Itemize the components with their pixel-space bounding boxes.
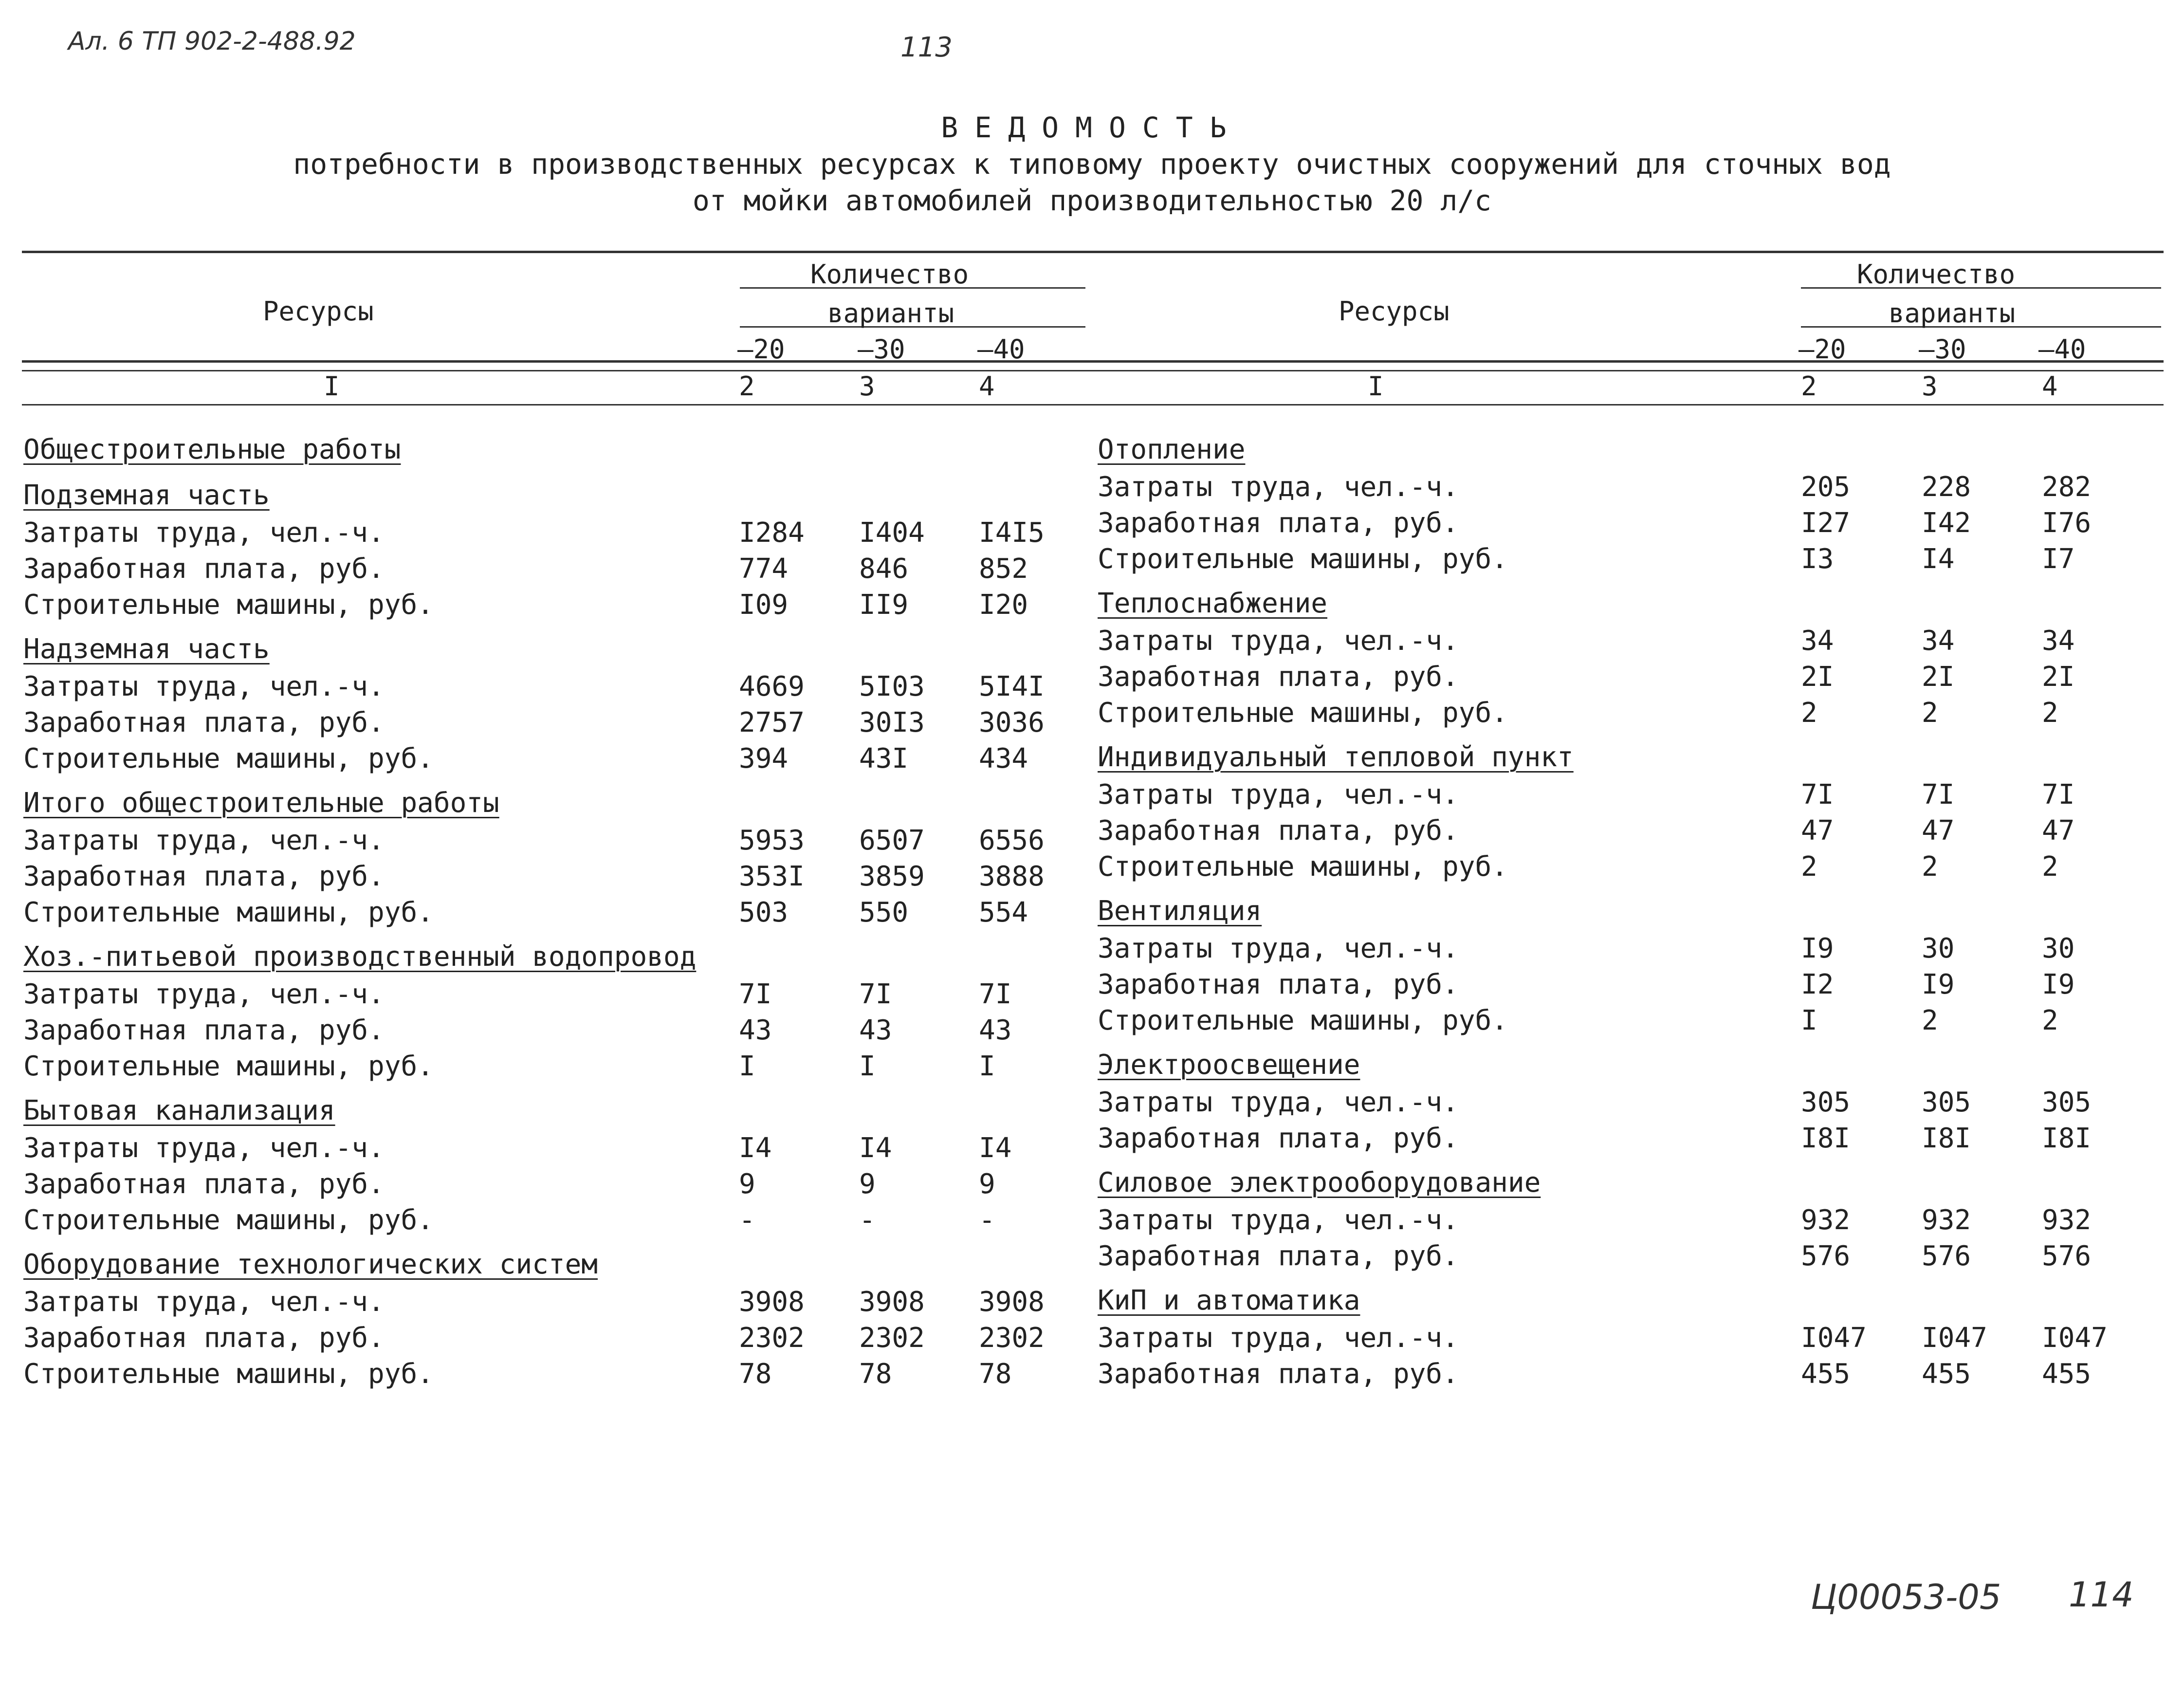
table-row — [23, 587, 1094, 623]
variant-2-value: 2 — [1801, 697, 1817, 729]
row-label: Затраты труда, чел.-ч. — [23, 1286, 385, 1318]
table-row — [1098, 1121, 2168, 1157]
variant-4-value: I8I — [2042, 1123, 2092, 1154]
table-row — [23, 705, 1094, 741]
resources-header-right: Ресурсы — [1339, 296, 1450, 327]
row-label: Строительные машины, руб. — [1098, 697, 1508, 729]
variant-3-value: 2I — [1922, 661, 1955, 693]
section-title: Индивидуальный тепловой пункт — [1098, 741, 1574, 773]
row-label: Строительные машины, руб. — [1098, 543, 1508, 575]
variant-20-left: –20 — [737, 334, 785, 365]
resources-header-left: Ресурсы — [263, 296, 374, 327]
variant-2-value: 305 — [1801, 1087, 1851, 1118]
variant-4-value: I4I5 — [979, 517, 1045, 549]
variant-2-value: I3 — [1801, 543, 1834, 575]
variant-4-value: 5I4I — [979, 671, 1045, 702]
variant-4-value: 305 — [2042, 1087, 2092, 1118]
document-subtitle-line2: от мойки автомобилей производительностью 20 л/с — [692, 184, 1492, 217]
variant-4-value: 3888 — [979, 861, 1045, 892]
table-row — [23, 895, 1094, 931]
section-title: Оборудование технологических систем — [23, 1249, 598, 1280]
variant-4-value: 434 — [979, 743, 1028, 774]
variant-40-left: –40 — [977, 334, 1025, 365]
table-row — [23, 515, 1094, 551]
table-row — [23, 1320, 1094, 1356]
variant-4-value: 78 — [979, 1358, 1012, 1390]
variant-4-value: I7 — [2042, 543, 2075, 575]
row-label: Заработная плата, руб. — [1098, 1358, 1459, 1390]
row-label: Заработная плата, руб. — [1098, 507, 1459, 539]
table-row — [1098, 1202, 2168, 1238]
row-label: Заработная плата, руб. — [23, 707, 385, 738]
variant-4-value: 576 — [2042, 1240, 2092, 1272]
variant-2-value: 7I — [739, 978, 772, 1010]
table-row — [23, 1284, 1094, 1320]
table-row — [1098, 777, 2168, 813]
quantity-header-left: Количество — [810, 259, 969, 290]
section-title: Бытовая канализация — [23, 1095, 335, 1126]
section-title: Подземная часть — [23, 479, 270, 511]
row-label: Заработная плата, руб. — [1098, 815, 1459, 847]
variant-2-value: I9 — [1801, 933, 1834, 964]
variant-3-value: 9 — [859, 1168, 876, 1200]
row-label: Строительные машины, руб. — [23, 589, 434, 621]
row-label: Затраты труда, чел.-ч. — [23, 978, 385, 1010]
variant-2-value: 5953 — [739, 825, 805, 856]
table-row — [1098, 1356, 2168, 1392]
table-top-rule — [22, 251, 2164, 253]
variant-3-value: 846 — [859, 553, 909, 585]
variant-3-value: 2302 — [859, 1322, 925, 1354]
row-label: Затраты труда, чел.-ч. — [23, 517, 385, 549]
variant-4-value: I4 — [979, 1132, 1012, 1164]
variant-3-value: I42 — [1922, 507, 1971, 539]
variant-2-value: 932 — [1801, 1204, 1851, 1236]
row-label: Строительные машины, руб. — [23, 1204, 434, 1236]
variant-3-value: 43 — [859, 1014, 892, 1046]
variant-2-value: I09 — [739, 589, 789, 621]
variant-4-value: 3036 — [979, 707, 1045, 738]
variant-4-value: 932 — [2042, 1204, 2092, 1236]
table-row — [23, 669, 1094, 705]
section-title: Надземная часть — [23, 633, 270, 665]
variant-3-value: I — [859, 1051, 876, 1082]
row-label: Заработная плата, руб. — [1098, 969, 1459, 1000]
table-row — [1098, 505, 2168, 541]
variant-2-value: 394 — [739, 743, 789, 774]
variant-2-value: 4669 — [739, 671, 805, 702]
variant-3-value: 47 — [1922, 815, 1955, 847]
table-row — [23, 1356, 1094, 1392]
col-num-4-right: 4 — [2042, 371, 2058, 402]
variant-20-right: –20 — [1799, 334, 1846, 365]
variant-3-value: I047 — [1922, 1322, 1987, 1354]
row-label: Строительные машины, руб. — [23, 1051, 434, 1082]
section-title: Итого общестроительные работы — [23, 787, 499, 819]
variant-2-value: I27 — [1801, 507, 1851, 539]
variant-2-value: I — [1801, 1005, 1817, 1036]
variant-4-value: 2I — [2042, 661, 2075, 693]
variant-2-value: I284 — [739, 517, 805, 549]
variant-2-value: 34 — [1801, 625, 1834, 657]
row-label: Заработная плата, руб. — [23, 1322, 385, 1354]
row-label: Затраты труда, чел.-ч. — [1098, 933, 1459, 964]
variant-3-value: 6507 — [859, 825, 925, 856]
variant-2-value: 455 — [1801, 1358, 1851, 1390]
album-code-annotation: Ц00053-05 — [1811, 1577, 2001, 1617]
variant-4-value: 455 — [2042, 1358, 2092, 1390]
variant-2-value: 774 — [739, 553, 789, 585]
row-label: Строительные машины, руб. — [1098, 851, 1508, 883]
table-row — [1098, 1003, 2168, 1039]
table-row — [1098, 849, 2168, 885]
variant-2-value: 576 — [1801, 1240, 1851, 1272]
variant-30-right: –30 — [1919, 334, 1966, 365]
section-title: Отопление — [1098, 434, 1246, 465]
table-row — [23, 741, 1094, 777]
variant-3-value: 43I — [859, 743, 909, 774]
variants-header-left: варианты — [827, 298, 954, 329]
variant-3-value: 932 — [1922, 1204, 1971, 1236]
variant-3-value: 5I03 — [859, 671, 925, 702]
variants-header-right: варианты — [1889, 298, 2016, 329]
col-num-4-left: 4 — [979, 371, 995, 402]
table-row — [1098, 623, 2168, 659]
table-row — [23, 1130, 1094, 1166]
variant-2-value: I047 — [1801, 1322, 1867, 1354]
variant-2-value: - — [739, 1204, 755, 1236]
variant-4-value: 282 — [2042, 471, 2092, 503]
row-label: Заработная плата, руб. — [1098, 1123, 1459, 1154]
variant-3-value: 550 — [859, 897, 909, 928]
variant-4-value: I — [979, 1051, 995, 1082]
table-row — [23, 1202, 1094, 1238]
variant-2-value: 3908 — [739, 1286, 805, 1318]
variant-3-value: 7I — [1922, 779, 1955, 811]
table-row — [23, 859, 1094, 895]
row-label: Заработная плата, руб. — [23, 553, 385, 585]
variant-4-value: 47 — [2042, 815, 2075, 847]
col-num-2-left: 2 — [739, 371, 755, 402]
section-title: Хоз.-питьевой производственный водопровод — [23, 941, 697, 973]
row-label: Затраты труда, чел.-ч. — [1098, 1204, 1459, 1236]
table-row — [23, 551, 1094, 587]
variant-4-value: 7I — [979, 978, 1012, 1010]
row-label: Затраты труда, чел.-ч. — [1098, 1087, 1459, 1118]
variant-3-value: 30 — [1922, 933, 1955, 964]
variant-40-right: –40 — [2038, 334, 2086, 365]
table-row — [1098, 931, 2168, 967]
row-label: Затраты труда, чел.-ч. — [23, 671, 385, 702]
variant-3-value: - — [859, 1204, 876, 1236]
table-row — [23, 977, 1094, 1013]
document-subtitle-line1: потребности в производственных ресурсах к типовому проекту очистных сооружений для сточных вод — [293, 147, 1891, 181]
row-label: Затраты труда, чел.-ч. — [23, 1132, 385, 1164]
variant-4-value: 7I — [2042, 779, 2075, 811]
variant-3-value: 3908 — [859, 1286, 925, 1318]
table-row — [1098, 813, 2168, 849]
variant-4-value: I20 — [979, 589, 1028, 621]
col-num-1-left: I — [324, 371, 340, 402]
row-label: Заработная плата, руб. — [23, 1014, 385, 1046]
page-number-bottom: 114 — [2069, 1575, 2134, 1615]
variant-2-value: 353I — [739, 861, 805, 892]
variant-2-value: 503 — [739, 897, 789, 928]
variant-3-value: 34 — [1922, 625, 1955, 657]
section-title: Общестроительные работы — [23, 434, 401, 465]
variant-3-value: 2 — [1922, 697, 1938, 729]
document-code-annotation: Ал. 6 ТП 902-2-488.92 — [68, 27, 356, 56]
table-row — [1098, 1238, 2168, 1274]
document-heading: ВЕДОМОСТЬ — [941, 111, 1243, 144]
row-label: Затраты труда, чел.-ч. — [1098, 625, 1459, 657]
variant-4-value: 2 — [2042, 1005, 2058, 1036]
variant-30-left: –30 — [858, 334, 905, 365]
variant-2-value: I4 — [739, 1132, 772, 1164]
row-label: Строительные машины, руб. — [1098, 1005, 1508, 1036]
table-row — [1098, 541, 2168, 577]
col-num-1-right: I — [1368, 371, 1384, 402]
row-label: Заработная плата, руб. — [23, 1168, 385, 1200]
row-label: Строительные машины, руб. — [23, 743, 434, 774]
variant-3-value: I8I — [1922, 1123, 1971, 1154]
variant-3-value: 455 — [1922, 1358, 1971, 1390]
variant-4-value: 2 — [2042, 697, 2058, 729]
variant-4-value: - — [979, 1204, 995, 1236]
variant-4-value: I76 — [2042, 507, 2092, 539]
table-numbering-rule — [22, 404, 2164, 406]
section-title: КиП и автоматика — [1098, 1285, 1360, 1316]
row-label: Заработная плата, руб. — [1098, 661, 1459, 693]
variant-2-value: I — [739, 1051, 755, 1082]
section-title: Силовое электрооборудование — [1098, 1167, 1541, 1198]
variant-4-value: I047 — [2042, 1322, 2108, 1354]
variant-2-value: 47 — [1801, 815, 1834, 847]
variant-4-value: 30 — [2042, 933, 2075, 964]
variant-4-value: 2 — [2042, 851, 2058, 883]
col-num-3-right: 3 — [1922, 371, 1938, 402]
table-row — [23, 823, 1094, 859]
variant-4-value: 34 — [2042, 625, 2075, 657]
table-row — [23, 1013, 1094, 1049]
table-row — [1098, 967, 2168, 1003]
section-title: Электроосвещение — [1098, 1049, 1360, 1081]
col-num-3-left: 3 — [859, 371, 875, 402]
variant-3-value: II9 — [859, 589, 909, 621]
row-label: Строительные машины, руб. — [23, 1358, 434, 1390]
variant-2-value: 2I — [1801, 661, 1834, 693]
quantity-header-right: Количество — [1857, 259, 2016, 290]
row-label: Строительные машины, руб. — [23, 897, 434, 928]
variant-3-value: I4 — [859, 1132, 892, 1164]
variant-3-value: 78 — [859, 1358, 892, 1390]
variant-2-value: 205 — [1801, 471, 1851, 503]
table-row — [1098, 1320, 2168, 1356]
variant-3-value: 576 — [1922, 1240, 1971, 1272]
variant-2-value: 9 — [739, 1168, 755, 1200]
variant-4-value: 6556 — [979, 825, 1045, 856]
variant-3-value: 228 — [1922, 471, 1971, 503]
variant-3-value: 3859 — [859, 861, 925, 892]
table-row — [23, 1166, 1094, 1202]
row-label: Заработная плата, руб. — [23, 861, 385, 892]
table-row — [1098, 659, 2168, 695]
variant-3-value: 305 — [1922, 1087, 1971, 1118]
table-row — [1098, 1085, 2168, 1121]
variant-2-value: I2 — [1801, 969, 1834, 1000]
col-num-2-right: 2 — [1801, 371, 1817, 402]
row-label: Затраты труда, чел.-ч. — [1098, 471, 1459, 503]
variant-4-value: 554 — [979, 897, 1028, 928]
variant-4-value: 852 — [979, 553, 1028, 585]
section-title: Вентиляция — [1098, 895, 1262, 927]
variant-4-value: 2302 — [979, 1322, 1045, 1354]
variant-2-value: 2757 — [739, 707, 805, 738]
variant-2-value: 43 — [739, 1014, 772, 1046]
variant-3-value: 30I3 — [859, 707, 925, 738]
variant-4-value: I9 — [2042, 969, 2075, 1000]
variant-3-value: 7I — [859, 978, 892, 1010]
table-row — [23, 1049, 1094, 1085]
right-resource-column — [1098, 424, 2168, 1392]
variant-2-value: I8I — [1801, 1123, 1851, 1154]
variant-3-value: I4 — [1922, 543, 1955, 575]
variant-3-value: 2 — [1922, 1005, 1938, 1036]
row-label: Затраты труда, чел.-ч. — [1098, 1322, 1459, 1354]
page-number-top: 113 — [900, 32, 953, 63]
variant-4-value: 3908 — [979, 1286, 1045, 1318]
row-label: Затраты труда, чел.-ч. — [23, 825, 385, 856]
variant-3-value: I404 — [859, 517, 925, 549]
left-resource-column — [23, 424, 1094, 1392]
variant-2-value: 2302 — [739, 1322, 805, 1354]
row-label: Затраты труда, чел.-ч. — [1098, 779, 1459, 811]
variant-2-value: 7I — [1801, 779, 1834, 811]
variant-2-value: 2 — [1801, 851, 1817, 883]
variant-4-value: 9 — [979, 1168, 995, 1200]
row-label: Заработная плата, руб. — [1098, 1240, 1459, 1272]
section-title: Теплоснабжение — [1098, 588, 1328, 619]
variant-3-value: 2 — [1922, 851, 1938, 883]
variant-4-value: 43 — [979, 1014, 1012, 1046]
variant-2-value: 78 — [739, 1358, 772, 1390]
table-header-rule-2 — [22, 370, 2164, 371]
variant-3-value: I9 — [1922, 969, 1955, 1000]
table-row — [1098, 695, 2168, 731]
table-row — [1098, 469, 2168, 505]
